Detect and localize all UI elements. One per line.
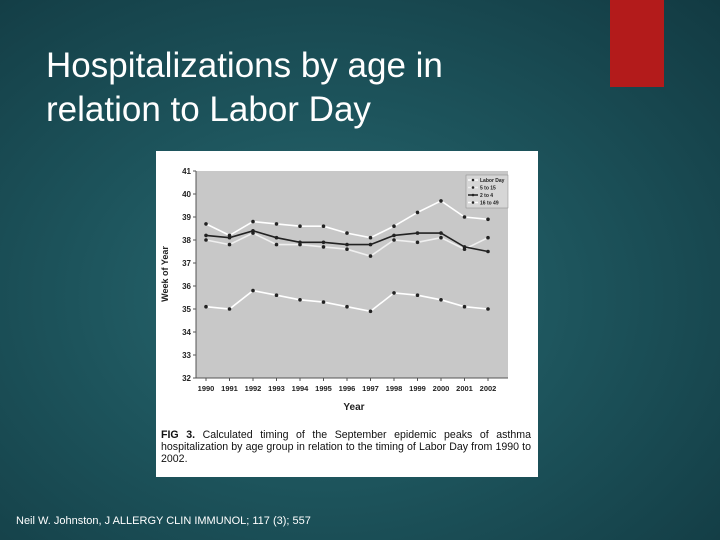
x-tick-label: 1997	[362, 384, 379, 393]
data-point-labor-day	[369, 310, 373, 314]
data-point-2-to-4	[392, 234, 396, 238]
y-tick-label: 38	[182, 236, 191, 245]
data-point-labor-day	[204, 305, 208, 309]
data-point-labor-day	[463, 305, 467, 309]
y-tick-label: 33	[182, 351, 191, 360]
x-tick-label: 1992	[244, 384, 262, 393]
data-point-2-to-4	[322, 241, 326, 245]
data-point-16-to-49	[204, 222, 208, 226]
x-tick-label: 1994	[291, 384, 309, 393]
accent-bar	[610, 0, 664, 87]
data-point-16-to-49	[439, 199, 443, 203]
data-point-5-to-15	[275, 243, 279, 247]
x-tick-label: 1990	[197, 384, 215, 393]
plot-area	[196, 171, 508, 378]
data-point-16-to-49	[345, 231, 349, 235]
legend-label: 5 to 15	[480, 185, 496, 192]
legend-label: Labor Day	[480, 178, 505, 184]
data-point-2-to-4	[439, 231, 443, 235]
citation: Neil W. Johnston, J ALLERGY CLIN IMMUNOL; 117 (3); 557	[16, 515, 311, 527]
data-point-16-to-49	[463, 215, 467, 219]
y-tick-label: 35	[182, 305, 191, 314]
y-axis-label: Week of Year	[160, 246, 170, 302]
data-point-16-to-49	[416, 211, 420, 215]
x-tick-label: 2000	[432, 384, 450, 393]
y-tick-label: 39	[182, 213, 191, 222]
data-point-2-to-4	[275, 236, 279, 240]
data-point-2-to-4	[251, 229, 255, 233]
data-point-5-to-15	[439, 236, 443, 240]
legend-label: 16 to 49	[480, 200, 499, 207]
data-point-5-to-15	[228, 243, 232, 247]
x-axis-label: Year	[343, 402, 365, 413]
figure-caption	[161, 429, 531, 465]
data-point-labor-day	[275, 293, 279, 297]
data-point-labor-day	[486, 307, 490, 311]
y-tick-label: 40	[182, 190, 191, 199]
title-line-2: relation to Labor Day	[46, 90, 371, 129]
data-point-labor-day	[228, 307, 232, 311]
data-point-labor-day	[251, 289, 255, 293]
data-point-labor-day	[392, 291, 396, 295]
legend-label: 2 to 4	[480, 193, 494, 199]
data-point-2-to-4	[345, 243, 349, 247]
x-tick-label: 2002	[479, 384, 497, 393]
line-chart	[156, 151, 538, 421]
x-tick-label: 2001	[456, 384, 473, 393]
data-point-labor-day	[298, 298, 302, 302]
data-point-2-to-4	[204, 234, 208, 238]
data-point-16-to-49	[486, 218, 490, 222]
slide-title	[46, 44, 586, 132]
y-tick-label: 36	[182, 282, 191, 291]
data-point-labor-day	[345, 305, 349, 309]
figure-panel	[156, 151, 538, 477]
x-tick-label: 1995	[315, 384, 332, 393]
data-point-5-to-15	[486, 236, 490, 240]
data-point-2-to-4	[298, 241, 302, 245]
x-tick-label: 1996	[338, 384, 356, 393]
data-point-labor-day	[322, 300, 326, 304]
data-point-16-to-49	[298, 224, 302, 228]
x-tick-label: 1999	[409, 384, 426, 393]
data-point-16-to-49	[322, 224, 326, 228]
data-point-5-to-15	[369, 254, 373, 258]
legend-marker	[472, 186, 475, 189]
y-tick-label: 34	[182, 328, 191, 337]
x-tick-label: 1991	[221, 384, 238, 393]
caption-text: Calculated timing of the September epidemic peaks of asthma hospitalization by age group in relation to the timing of Labor Day from 1990 to 2002.	[161, 429, 531, 465]
legend-marker	[472, 194, 475, 197]
legend-marker	[472, 179, 475, 182]
data-point-5-to-15	[416, 241, 420, 245]
data-point-2-to-4	[486, 250, 490, 254]
data-point-labor-day	[439, 298, 443, 302]
data-point-labor-day	[416, 293, 420, 297]
data-point-5-to-15	[204, 238, 208, 242]
y-tick-label: 41	[182, 167, 191, 176]
y-tick-label: 37	[182, 259, 191, 268]
data-point-16-to-49	[275, 222, 279, 226]
data-point-16-to-49	[251, 220, 255, 224]
data-point-16-to-49	[369, 236, 373, 240]
x-tick-label: 1998	[385, 384, 403, 393]
y-tick-label: 32	[182, 374, 191, 383]
title-line-1: Hospitalizations by age in	[46, 46, 443, 85]
data-point-16-to-49	[392, 224, 396, 228]
data-point-16-to-49	[228, 234, 232, 238]
x-tick-label: 1993	[268, 384, 285, 393]
data-point-2-to-4	[463, 245, 467, 249]
data-point-2-to-4	[369, 243, 373, 247]
caption-label: FIG 3.	[161, 429, 196, 441]
data-point-2-to-4	[416, 231, 420, 235]
legend-marker	[472, 201, 475, 204]
data-point-5-to-15	[322, 245, 326, 249]
data-point-5-to-15	[392, 238, 396, 242]
data-point-5-to-15	[345, 247, 349, 251]
